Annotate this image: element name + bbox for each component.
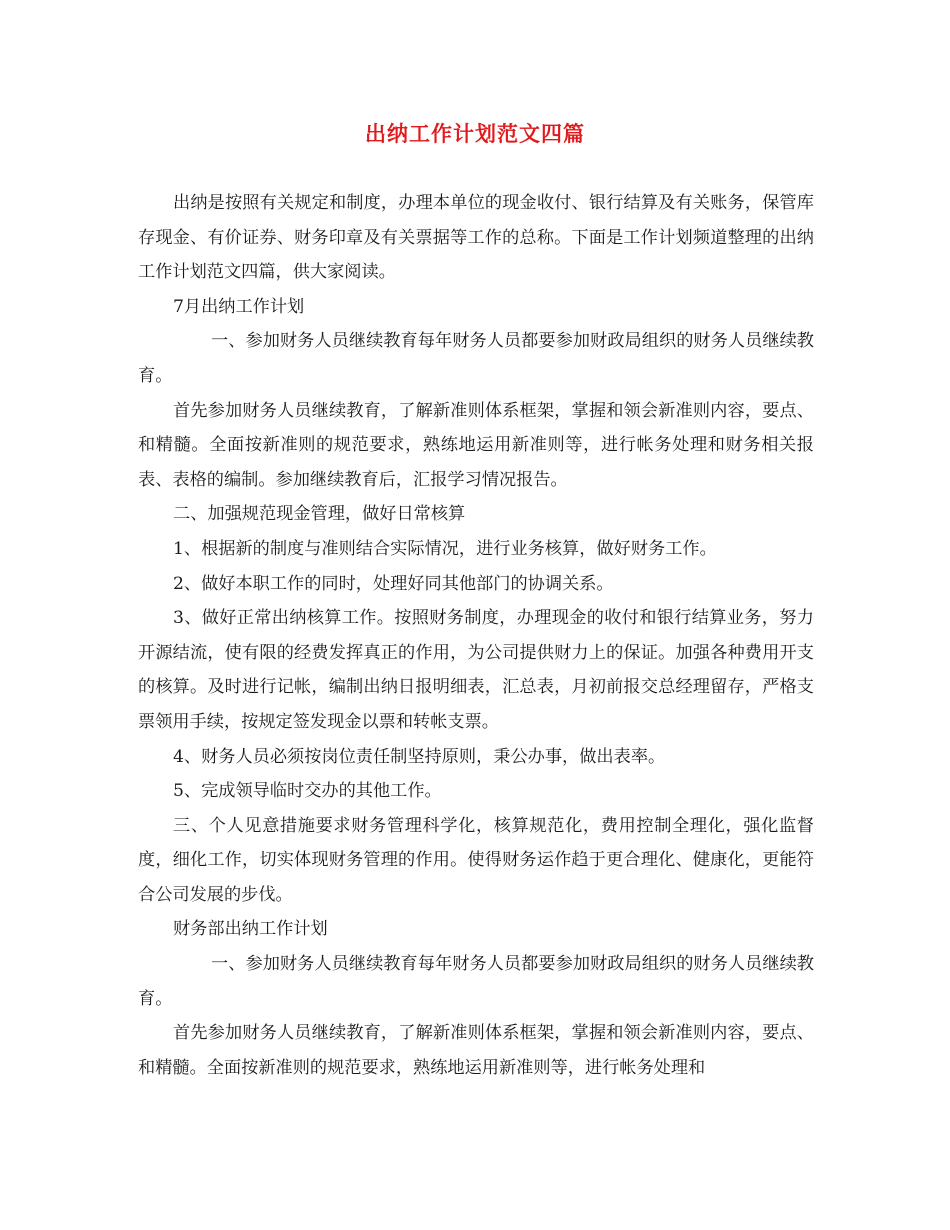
item-cash-management: 二、加强规范现金管理，做好日常核算 [173, 504, 466, 525]
item-continuing-education-2: 一、参加财务人员继续教育每年财务人员都要参加财政局组织的财务人员继续教育。 [138, 954, 814, 1009]
document-body [138, 186, 814, 1085]
list-item-2: 2、做好本职工作的同时，处理好同其他部门的协调关系。 [173, 573, 614, 594]
section-heading-finance-dept-plan: 财务部出纳工作计划 [173, 919, 328, 940]
section-heading-july-plan: 7月出纳工作计划 [173, 296, 305, 317]
paragraph-education-detail-2: 首先参加财务人员继续教育，了解新准则体系框架，掌握和领会新准则内容，要点、和精髓。全面按新准则的规范要求，熟练地运用新准则等，进行帐务处理和 [138, 1023, 814, 1078]
list-item-4: 4、财务人员必须按岗位责任制坚持原则，秉公办事，做出表率。 [173, 746, 666, 767]
item-personal-suggestions: 三、个人见意措施要求财务管理科学化，核算规范化，费用控制全理化，强化监督度，细化工作，切实体现财务管理的作用。使得财务运作趋于更合理化、健康化，更能符合公司发展的步伐。 [138, 815, 814, 905]
intro-paragraph: 出纳是按照有关规定和制度，办理本单位的现金收付、银行结算及有关账务，保管库存现金、有价证券、财务印章及有关票据等工作的总称。下面是工作计划频道整理的出纳工作计划范文四篇，供大家阅读。 [138, 193, 814, 283]
paragraph-education-detail: 首先参加财务人员继续教育，了解新准则体系框架，掌握和领会新准则内容，要点、和精髓。全面按新准则的规范要求，熟练地运用新准则等，进行帐务处理和财务相关报表、表格的编制。参加继续教育后，汇报学习情况报告。 [138, 400, 814, 490]
list-item-1: 1、根据新的制度与准则结合实际情况，进行业务核算，做好财务工作。 [173, 538, 717, 559]
list-item-3: 3、做好正常出纳核算工作。按照财务制度，办理现金的收付和银行结算业务，努力开源结流，使有限的经费发挥真正的作用，为公司提供财力上的保证。加强各种费用开支的核算。及时进行记帐，编制出纳日报明细表，汇总表，月初前报交总经理留存，严格支票领用手续，按规定签发现金以票和转帐支票。 [138, 608, 814, 732]
list-item-5: 5、完成领导临时交办的其他工作。 [173, 781, 442, 802]
document-title: 出纳工作计划范文四篇 [365, 121, 585, 146]
item-continuing-education: 一、参加财务人员继续教育每年财务人员都要参加财政局组织的财务人员继续教育。 [138, 331, 814, 386]
